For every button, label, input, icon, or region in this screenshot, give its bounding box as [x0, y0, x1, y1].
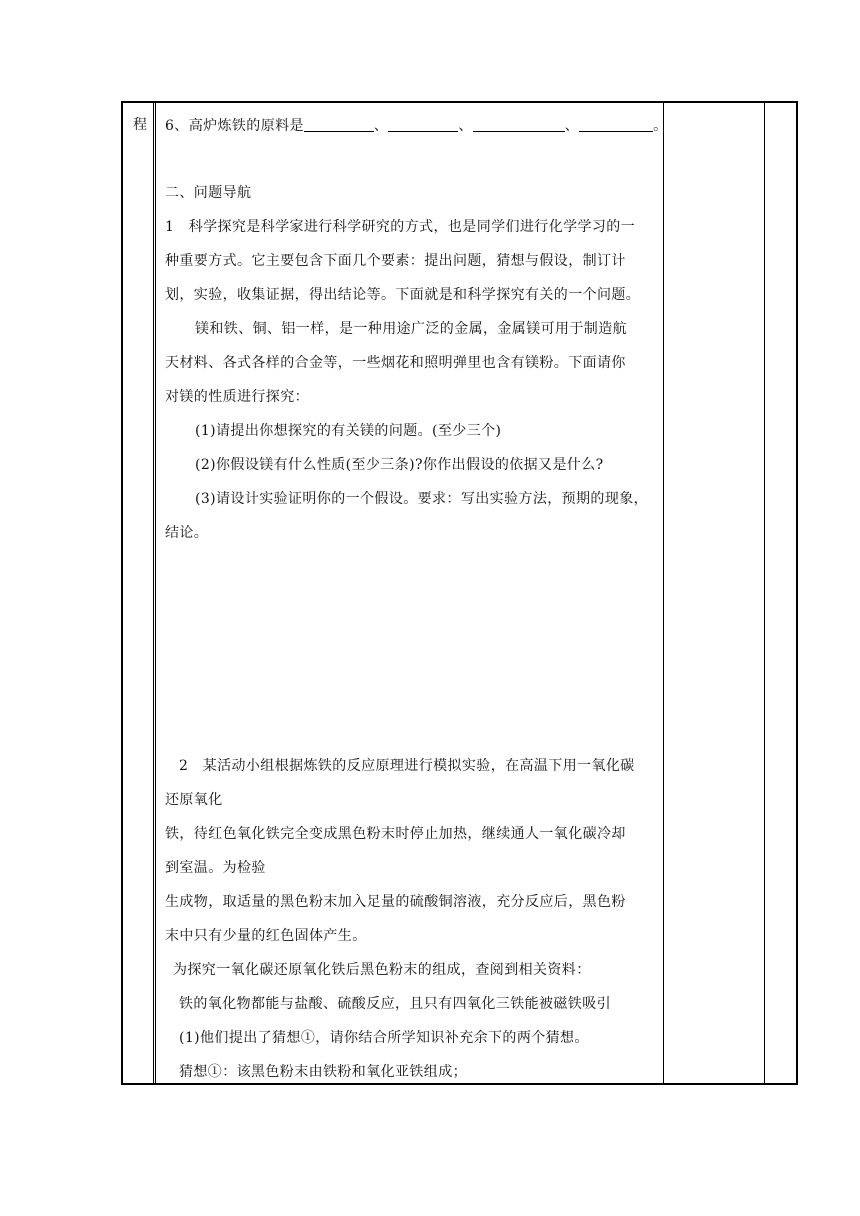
section-heading: 二、问题导航	[165, 185, 252, 201]
paragraph-line: 种重要方式。它主要包含下面几个要素：提出问题，猜想与假设，制订计	[165, 253, 626, 269]
period: 。	[653, 118, 668, 134]
answer-blank[interactable]	[579, 117, 653, 132]
question-2-line: (1)他们提出了猜想①，请你结合所学知识补充余下的两个猜想。	[179, 1030, 589, 1046]
question-2-line: 还原氧化	[165, 792, 223, 808]
sub-question-2: (2)你假设镁有什么性质(至少三条)?你作出假设的依据又是什么?	[195, 457, 604, 473]
answer-blank[interactable]	[304, 117, 374, 132]
paragraph-line: 天材料、各式各样的合金等，一些烟花和照明弹里也含有镁粉。下面请你	[165, 355, 626, 371]
worksheet-table	[121, 101, 798, 1085]
separator: 、	[373, 118, 389, 134]
paragraph-line: 镁和铁、铜、铝一样，是一种用途广泛的金属，金属镁可用于制造航	[195, 321, 627, 337]
paragraph-line: 划，实验，收集证据，得出结论等。下面就是和科学探究有关的一个问题。	[165, 287, 641, 303]
question-6-text: 6、高炉炼铁的原料是	[165, 118, 304, 134]
question-2-line: 铁的氧化物都能与盐酸、硫酸反应，且只有四氧化三铁能被磁铁吸引	[179, 996, 611, 1012]
sub-question-3: (3)请设计实验证明你的一个假设。要求：写出实验方法，预期的现象，	[195, 491, 649, 507]
question-2-line: 为探究一氧化碳还原氧化铁后黑色粉末的组成，查阅到相关资料：	[173, 962, 591, 978]
separator: 、	[564, 118, 580, 134]
column-divider	[153, 103, 156, 1083]
paragraph-line: 1 科学探究是科学家进行科学研究的方式，也是同学们进行化学学习的一	[165, 219, 636, 235]
answer-blank[interactable]	[473, 117, 565, 132]
paragraph-line: 对镁的性质进行探究：	[165, 389, 309, 405]
question-6	[165, 115, 668, 135]
sub-question-3-cont: 结论。	[165, 525, 209, 541]
answer-blank[interactable]	[388, 117, 458, 132]
question-2-line: 到室温。为检验	[165, 860, 266, 876]
side-label: 程	[133, 117, 147, 133]
column-divider	[764, 103, 765, 1083]
question-2-line: 猜想①：该黑色粉末由铁粉和氧化亚铁组成；	[179, 1064, 467, 1080]
column-divider	[663, 103, 664, 1083]
question-2-line: 生成物，取适量的黑色粉末加入足量的硫酸铜溶液，充分反应后，黑色粉	[165, 894, 626, 910]
sub-question-1: (1)请提出你想探究的有关镁的问题。(至少三个)	[195, 423, 502, 439]
separator: 、	[458, 118, 473, 134]
question-2-line: 铁，待红色氧化铁完全变成黑色粉末时停止加热，继续通人一氧化碳冷却	[165, 826, 626, 842]
question-2-line: 2 某活动小组根据炼铁的反应原理进行模拟实验，在高温下用一氧化碳	[179, 758, 635, 774]
question-2-line: 末中只有少量的红色固体产生。	[165, 928, 367, 944]
